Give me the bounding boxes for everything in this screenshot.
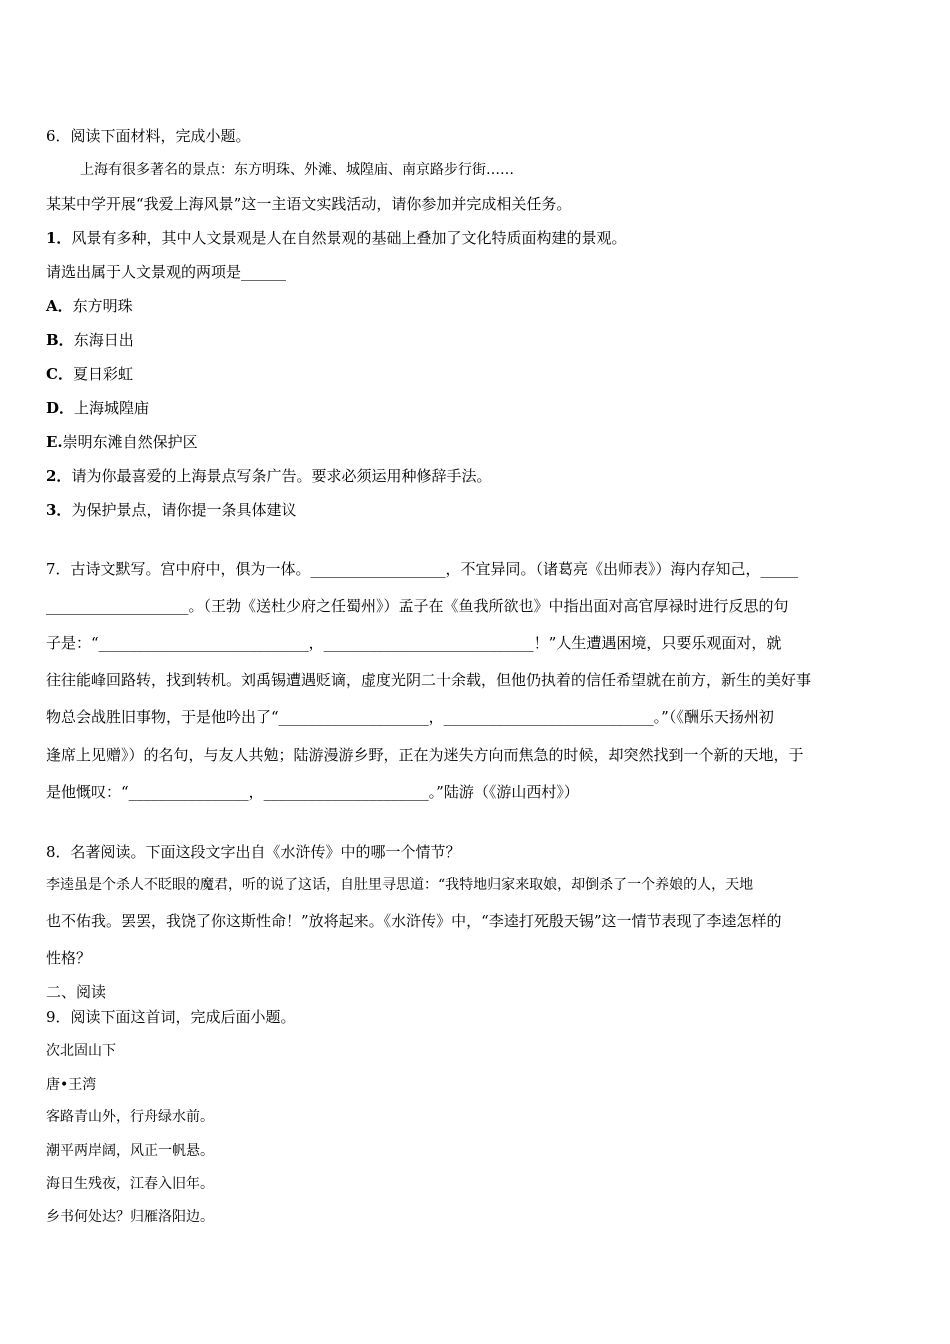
q8-passage-1: 李逵虽是个杀人不眨眼的魔君，听的说了这话，自肚里寻思道：“我特地归家来取娘，却倒杀了一个养娘的人，天地 (46, 877, 754, 893)
q7-line-4: 往往能峰回路转，找到转机。刘禹锡遭遇贬谪，虚度光阴二十余载，但他仍执着的信任希望就在前方，新生的美好事 (46, 671, 812, 689)
option-key: A． (46, 297, 73, 315)
option-c (46, 364, 133, 384)
poem-verse: 潮平两岸阔，风正一帆悬。 (46, 1143, 214, 1159)
poem-verse: 客路青山外，行舟绿水前。 (46, 1109, 214, 1125)
q6-sub1-ask: 请选出属于人文景观的两项是______ (46, 263, 287, 281)
section-heading: 二、阅读 (46, 983, 107, 1001)
q7-line-7: 是他慨叹：“________________，______________________。”陆游（《游山西村》） (46, 783, 579, 801)
q6-sub3-number: 3． (46, 501, 72, 519)
q9-title: 9．阅读下面这首词，完成后面小题。 (46, 1008, 296, 1026)
option-key: D． (46, 399, 75, 417)
option-text: 东海日出 (73, 331, 134, 349)
q6-sub1 (46, 228, 626, 248)
option-text: 崇明东滩自然保护区 (62, 433, 198, 451)
option-key: B． (46, 331, 74, 349)
option-a (46, 296, 133, 316)
q6-sub2-text: 请为你最喜爱的上海景点写条广告。要求必须运用种修辞手法。 (71, 467, 492, 485)
q6-material: 上海有很多著名的景点：东方明珠、外滩、城隍庙、南京路步行街…… (80, 162, 514, 178)
q6-sub2-number: 2． (46, 467, 72, 485)
q7-line-2: ___________________。（王勃《送杜少府之任蜀州》）孟子在《鱼我所欲也》中指出面对高官厚禄时进行反思的句 (46, 597, 789, 615)
option-text: 东方明珠 (72, 297, 133, 315)
q8-passage-3: 性格？ (46, 949, 92, 967)
option-d (46, 398, 149, 418)
option-e (46, 432, 198, 452)
q6-title: 6．阅读下面材料，完成小题。 (46, 127, 251, 145)
poem-verse: 乡书何处达？归雁洛阳边。 (46, 1209, 214, 1225)
q8-passage-2: 也不佑我。罢罢，我饶了你这斯性命！”放将起来。《水浒传》中，“李逵打死殷天锡”这一情节表现了李逵怎样的 (46, 912, 782, 930)
q7-text: 7．古诗文默写。宫中府中，俱为一体。__________________，不宜异同。（诸葛亮《出师表》）海内存知己，_____ (46, 560, 799, 578)
q6-sub1-text: 风景有多种，其中人文景观是人在自然景观的基础上叠加了文化特质面构建的景观。 (71, 229, 627, 247)
poem-author: 唐•王湾 (46, 1077, 97, 1093)
q7-line-1 (46, 559, 902, 579)
q6-intro: 某某中学开展“我爱上海风景”这一主语文实践活动，请你参加并完成相关任务。 (46, 195, 572, 213)
q6-sub3 (46, 500, 296, 520)
q6-sub3-text: 为保护景点，请你提一条具体建议 (71, 501, 297, 519)
option-b (46, 330, 134, 350)
q7-line-5: 物总会战胜旧事物，于是他吟出了“____________________，____________________________。”（《酬乐天扬州初 (46, 708, 774, 726)
poem-verse: 海日生残夜，江春入旧年。 (46, 1176, 214, 1192)
option-key: C． (46, 365, 73, 383)
q7-line-6: 逢席上见赠》）的名句，与友人共勉；陆游漫游乡野，正在为迷失方向而焦急的时候，却突然找到一个新的天地，于 (46, 746, 804, 764)
q6-sub1-number: 1． (46, 229, 72, 247)
poem-title: 次北固山下 (46, 1043, 116, 1059)
q8-title: 8．名著阅读。下面这段文字出自《水浒传》中的哪一个情节？ (46, 843, 461, 861)
q6-sub2 (46, 466, 491, 486)
q7-line-3: 子是：“____________________________，____________________________！”人生遭遇困境，只要乐观面对，就 (46, 634, 782, 652)
option-text: 夏日彩虹 (72, 365, 133, 383)
option-text: 上海城隍庙 (74, 399, 150, 417)
option-key: E. (46, 433, 63, 451)
